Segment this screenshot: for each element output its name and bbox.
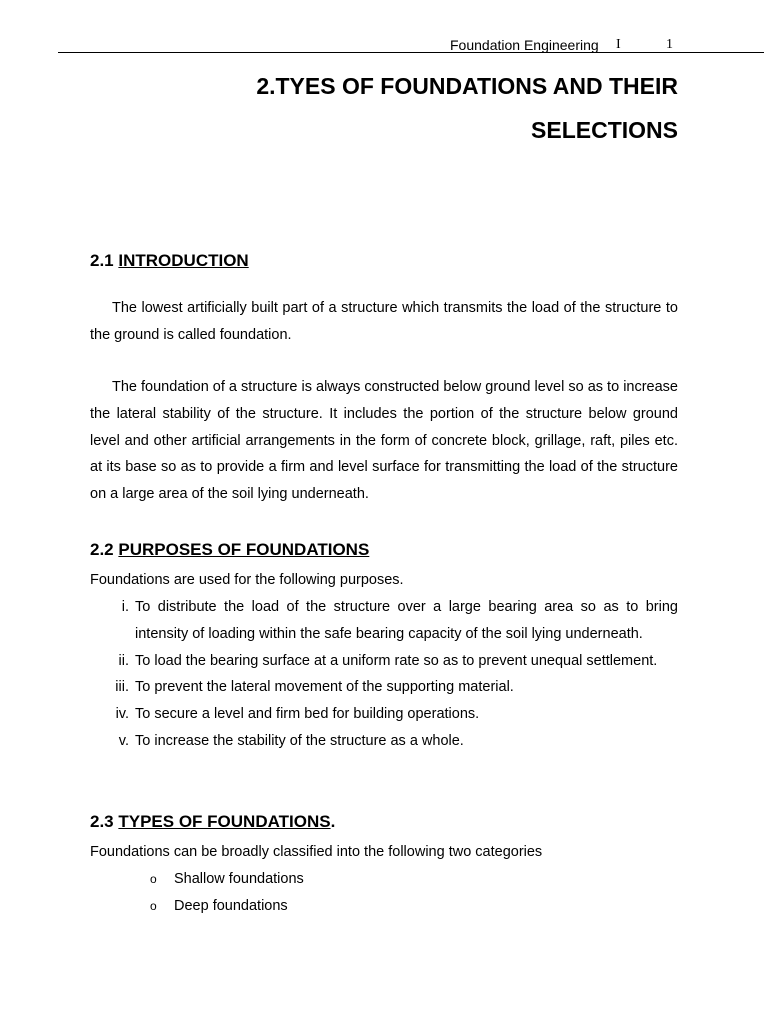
purposes-intro: Foundations are used for the following purposes. (90, 572, 404, 588)
section-title-suffix: . (330, 812, 336, 831)
page-number: 1 (666, 37, 673, 52)
intro-paragraph-1: The lowest artificially built part of a structure which transmits the load of the structure to the ground is called foundation. (90, 300, 678, 343)
list-item-text: To secure a level and firm bed for building operations. (135, 706, 480, 723)
types-intro: Foundations can be broadly classified into the following two categories (90, 844, 543, 860)
section-heading-purposes (90, 539, 369, 561)
list-item-number: i. (121, 599, 129, 615)
section-number: 2.3 (90, 812, 114, 831)
header-rule (58, 52, 764, 53)
list-item (90, 674, 678, 701)
hollow-circle-bullet-icon: o (150, 872, 157, 886)
list-item-number: ii. (118, 652, 129, 669)
list-item (150, 866, 304, 893)
chapter-title-line-1: 2.TYES OF FOUNDATIONS AND THEIR (256, 73, 678, 99)
list-item (90, 648, 678, 675)
list-item-text: To load the bearing surface at a uniform rate so as to prevent unequal settlement. (135, 652, 658, 669)
running-header-mark: I (616, 37, 621, 52)
list-item (150, 893, 304, 920)
list-item-text: To increase the stability of the structure as a whole. (135, 732, 464, 749)
chapter-title-line-2: SELECTIONS (531, 117, 678, 143)
section-number: 2.2 (90, 540, 114, 559)
list-item (90, 594, 678, 648)
list-item-text: Shallow foundations (174, 871, 304, 887)
list-item-text: To prevent the lateral movement of the supporting material. (135, 679, 514, 696)
hollow-circle-bullet-icon: o (150, 898, 157, 913)
list-item (90, 701, 678, 728)
section-title: TYPES OF FOUNDATIONS (118, 812, 331, 831)
section-title: PURPOSES OF FOUNDATIONS (118, 540, 370, 559)
list-item-text: To distribute the load of the structure over a large bearing area so as to bring intensity of loading within the safe bearing capacity of the soil lying underneath. (135, 599, 678, 642)
list-item-number: v. (118, 732, 129, 749)
list-item-number: iv. (115, 706, 129, 723)
section-heading-types (90, 811, 335, 833)
types-list (150, 866, 304, 920)
list-item-text: Deep foundations (174, 897, 288, 914)
section-heading-introduction (90, 250, 249, 272)
chapter-title (90, 64, 678, 152)
running-header-title: Foundation Engineering (450, 37, 599, 53)
section-title: INTRODUCTION (118, 251, 249, 270)
section-number: 2.1 (90, 251, 114, 270)
intro-paragraph-2: The foundation of a structure is always constructed below ground level so as to increase the lateral stability of the structure. It includes the portion of the structure below ground level and other artificial arrangements in the form of concrete block, grillage, raft, piles etc. at its base so as to provide a firm and level surface for transmitting the load of the structure on a large area of the soil lying underneath. (90, 379, 678, 503)
purposes-list (90, 594, 678, 755)
list-item-number: iii. (115, 679, 129, 696)
list-item (90, 728, 678, 755)
